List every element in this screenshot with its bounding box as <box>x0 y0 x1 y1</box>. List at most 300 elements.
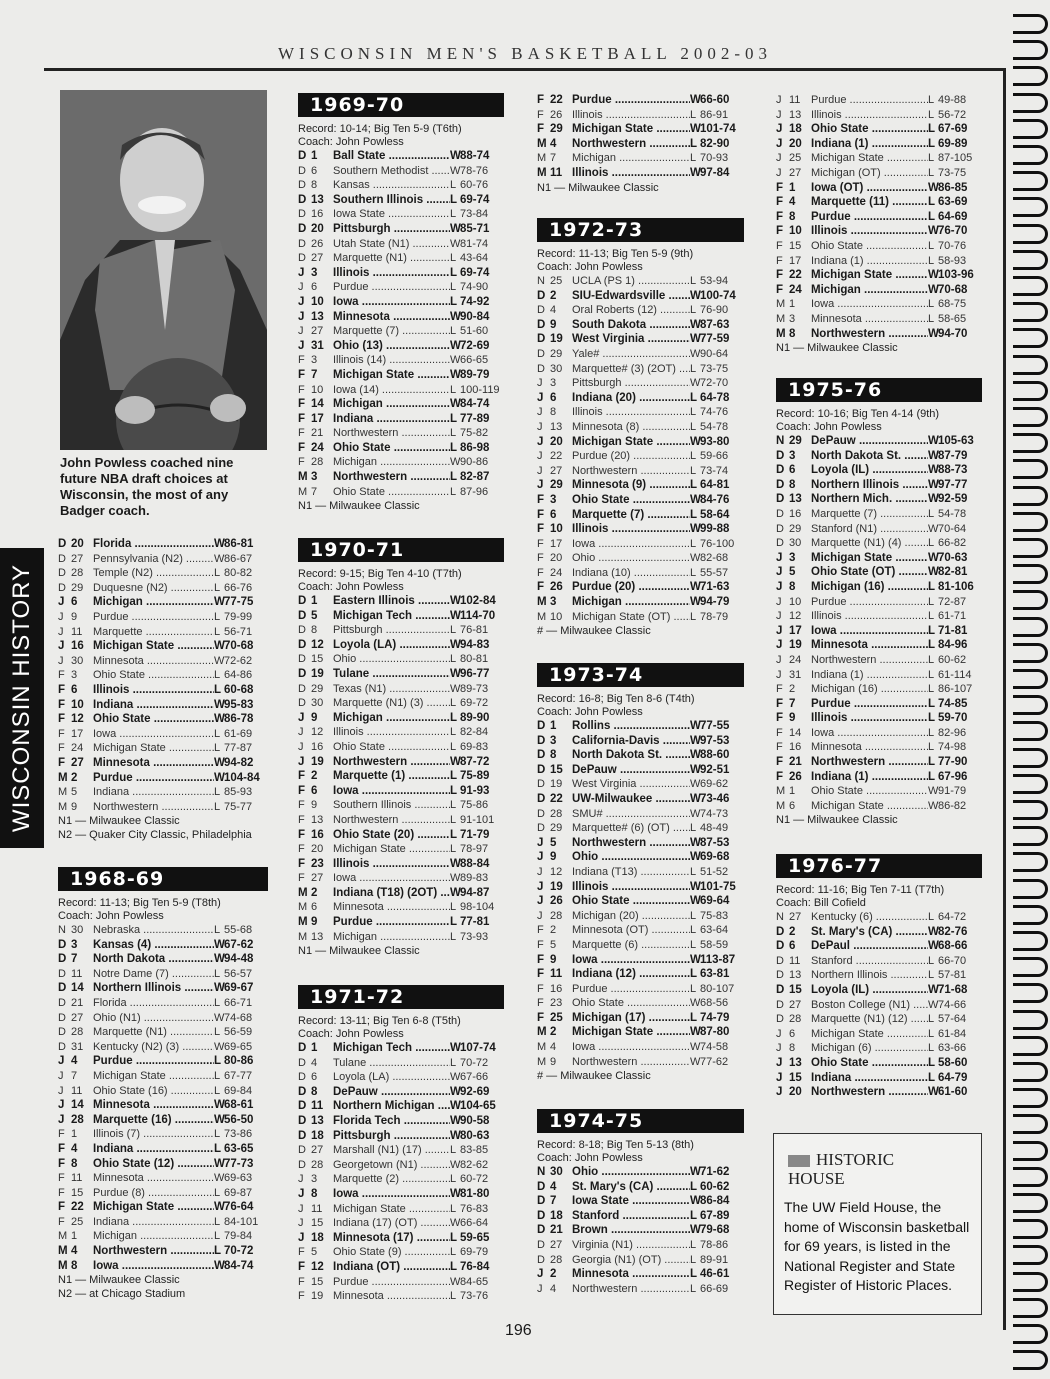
game-row <box>537 1011 744 1026</box>
game-day: 1 <box>789 181 796 194</box>
spiral-ring <box>1013 119 1048 139</box>
game-day: 30 <box>550 1166 563 1178</box>
game-row <box>298 1172 504 1187</box>
game-result: W <box>450 339 461 352</box>
game-month: M <box>298 485 308 498</box>
game-opponent: DePauw ..... <box>572 763 690 778</box>
game-day: 28 <box>71 1113 84 1126</box>
game-opponent: Northern Mich. ..... <box>811 492 928 507</box>
game-score: 88-73 <box>938 464 968 477</box>
spiral-ring <box>1013 276 1048 296</box>
game-day: 30 <box>71 654 84 667</box>
game-row <box>537 865 744 880</box>
game-opponent: Ohio State ..... <box>811 1056 928 1071</box>
game-row <box>58 1040 268 1055</box>
game-opponent: Iowa ..... <box>333 871 450 886</box>
game-opponent: Minnesota (8) ..... <box>572 420 690 435</box>
game-month: F <box>58 713 66 726</box>
game-result: W <box>450 755 461 768</box>
season-1973-74 <box>537 663 744 1083</box>
game-score: 86-81 <box>224 538 254 550</box>
spiral-ring <box>1013 643 1048 663</box>
game-month: F <box>298 441 306 454</box>
game-opponent: Michigan (6) ..... <box>811 1041 928 1056</box>
game-opponent: Stanford ..... <box>811 954 928 969</box>
game-month: F <box>537 108 544 121</box>
game-score: 58-59 <box>700 938 729 951</box>
game-month: J <box>537 851 544 864</box>
game-day: 9 <box>550 851 557 864</box>
game-result: L <box>928 653 935 666</box>
game-opponent: Ohio State ..... <box>811 784 928 799</box>
game-month: D <box>298 1056 306 1069</box>
game-opponent: Loyola (IL) ..... <box>811 983 928 998</box>
game-score: 76-70 <box>938 225 968 238</box>
game-row <box>776 910 982 925</box>
game-row <box>537 1209 744 1224</box>
game-month: D <box>298 1071 306 1084</box>
game-month: M <box>537 1041 547 1054</box>
game-row <box>537 122 744 137</box>
game-opponent: Indiana (1) ..... <box>811 770 928 785</box>
game-row <box>537 478 744 493</box>
game-row <box>298 842 504 857</box>
game-opponent: Purdue ..... <box>93 771 214 786</box>
game-result: L <box>690 1238 697 1251</box>
game-day: 27 <box>311 872 324 885</box>
game-row <box>58 771 268 786</box>
game-day: 25 <box>550 275 563 287</box>
game-result: W <box>214 538 225 550</box>
game-day: 8 <box>311 179 318 192</box>
game-opponent: Marquette (7) ..... <box>333 324 450 339</box>
game-month: D <box>537 749 546 762</box>
game-result: L <box>214 1142 222 1155</box>
game-row <box>776 1027 982 1042</box>
game-opponent: Pittsburgh ..... <box>333 222 450 237</box>
game-opponent: Georgetown (N1) ..... <box>333 1158 450 1173</box>
game-opponent: Indiana ..... <box>333 412 450 427</box>
spiral-ring <box>1013 852 1048 872</box>
game-score: 89-90 <box>460 711 490 724</box>
game-opponent: Minnesota (9) ..... <box>572 478 690 493</box>
game-result: L <box>928 697 936 710</box>
game-day: 8 <box>550 749 557 762</box>
game-opponent: Marquette (1) ..... <box>333 769 450 784</box>
game-day: 14 <box>71 1099 84 1112</box>
game-result: L <box>450 427 457 440</box>
game-day: 28 <box>789 1013 802 1026</box>
game-day: 16 <box>311 828 324 841</box>
game-day: 17 <box>71 727 84 740</box>
spiral-ring <box>1013 512 1048 532</box>
game-opponent: Iowa ..... <box>811 726 928 741</box>
game-result: W <box>450 1187 461 1200</box>
game-day: 6 <box>550 391 557 404</box>
game-opponent: Rollins ..... <box>572 719 690 734</box>
game-month: D <box>537 362 545 375</box>
spiral-ring <box>1013 197 1048 217</box>
game-score: 72-62 <box>224 654 253 667</box>
game-month: J <box>537 391 544 404</box>
game-score: 84-65 <box>460 1275 489 1288</box>
game-opponent: Northwestern ..... <box>811 327 928 342</box>
game-score: 73-46 <box>700 792 730 805</box>
game-row <box>776 784 982 799</box>
game-row <box>537 420 744 435</box>
game-result: W <box>928 983 939 996</box>
game-opponent: St. Mary's (CA) ..... <box>811 925 928 940</box>
game-score: 61-69 <box>224 727 253 740</box>
game-opponent: Kansas ..... <box>333 178 450 193</box>
game-row <box>537 566 744 581</box>
game-row <box>537 996 744 1011</box>
game-month: M <box>537 152 547 165</box>
game-month: F <box>537 566 544 579</box>
game-score: 94-79 <box>700 596 730 609</box>
game-result: W <box>690 997 701 1010</box>
game-row <box>58 1084 268 1099</box>
game-result: L <box>928 298 935 311</box>
game-result: L <box>450 252 457 265</box>
game-day: 6 <box>789 940 796 953</box>
game-day: 2 <box>789 683 796 696</box>
game-score: 69-64 <box>700 895 730 908</box>
game-result: W <box>690 435 701 448</box>
game-score: 80-81 <box>460 653 489 666</box>
game-row <box>298 470 504 485</box>
game-day: 25 <box>71 1215 84 1228</box>
game-day: 8 <box>311 624 318 637</box>
game-score: 82-96 <box>938 726 967 739</box>
game-day: 24 <box>311 441 324 454</box>
game-result: L <box>214 1186 221 1199</box>
game-opponent: Minnesota (OT) ..... <box>572 923 690 938</box>
game-day: 22 <box>550 94 563 106</box>
game-result: L <box>450 770 458 783</box>
game-row <box>298 222 504 237</box>
game-result: L <box>450 441 458 454</box>
game-row <box>537 763 744 778</box>
game-score: 75-82 <box>460 427 489 440</box>
game-result: L <box>450 1260 458 1273</box>
spiral-ring <box>1013 748 1048 768</box>
game-score: 84-74 <box>460 398 490 411</box>
game-day: 3 <box>71 938 78 951</box>
game-opponent: Illinois ..... <box>811 224 928 239</box>
game-result: L <box>928 1013 935 1026</box>
game-month: J <box>298 726 304 739</box>
game-day: 24 <box>71 742 84 755</box>
game-row <box>298 1158 504 1173</box>
game-row <box>537 166 744 181</box>
game-score: 71-63 <box>700 581 730 594</box>
game-score: 73-75 <box>700 362 729 375</box>
game-day: 7 <box>311 485 318 498</box>
game-result: L <box>450 1144 457 1157</box>
game-result: L <box>928 726 935 739</box>
spiral-ring <box>1013 983 1048 1003</box>
game-score: 99-88 <box>700 523 730 536</box>
game-score: 58-60 <box>938 1056 968 1069</box>
game-month: J <box>776 123 783 136</box>
spiral-ring <box>1013 1167 1048 1187</box>
top-rule <box>44 68 1006 71</box>
game-day: 31 <box>71 1040 84 1053</box>
game-score: 67-89 <box>700 1209 730 1222</box>
game-score: 64-86 <box>224 669 253 682</box>
game-result: L <box>214 581 221 594</box>
game-score: 56-72 <box>938 108 967 121</box>
game-month: F <box>298 799 305 812</box>
game-score: 87-72 <box>460 755 490 768</box>
game-row <box>58 668 268 683</box>
game-day: 20 <box>789 137 802 150</box>
game-row <box>298 1129 504 1144</box>
game-score: 69-84 <box>224 1084 253 1097</box>
game-score: 54-78 <box>938 507 967 520</box>
game-day: 20 <box>311 843 324 856</box>
game-day: 5 <box>789 566 796 579</box>
game-opponent: Northwestern ..... <box>93 800 214 815</box>
game-score: 97-77 <box>938 478 968 491</box>
game-month: D <box>776 969 784 982</box>
game-row <box>298 339 504 354</box>
game-result: L <box>928 1042 935 1055</box>
game-score: 100-119 <box>460 383 500 396</box>
game-month: D <box>776 925 785 938</box>
game-opponent: Indiana (OT) ..... <box>333 1260 450 1275</box>
game-result: L <box>690 108 697 121</box>
game-day: 9 <box>550 953 557 966</box>
game-row <box>58 1259 268 1274</box>
game-day: 27 <box>550 1238 563 1251</box>
game-row <box>298 1260 504 1275</box>
game-day: 13 <box>311 813 324 826</box>
game-result: W <box>690 377 701 390</box>
game-month: D <box>58 1040 66 1053</box>
game-row <box>58 967 268 982</box>
game-result: L <box>928 108 935 121</box>
game-opponent: Indiana ..... <box>93 785 214 800</box>
game-result: W <box>214 982 225 995</box>
game-score: 78-86 <box>700 1238 729 1251</box>
game-result: L <box>450 412 458 425</box>
game-row <box>537 332 744 347</box>
game-day: 22 <box>550 792 563 805</box>
game-result: W <box>214 1011 225 1024</box>
game-result: L <box>450 901 457 914</box>
game-result: L <box>214 567 221 580</box>
game-result: L <box>690 566 697 579</box>
photo-caption: John Powless coached nine future NBA draft choices at Wisconsin, the most of any Badger coach. <box>60 455 234 518</box>
game-month: D <box>58 552 66 565</box>
game-result: L <box>214 669 221 682</box>
game-month: D <box>537 333 546 346</box>
game-opponent: Marquette (7) ..... <box>811 507 928 522</box>
game-row <box>58 1113 268 1128</box>
game-row <box>298 886 504 901</box>
game-score: 82-62 <box>460 1158 489 1171</box>
game-result: W <box>928 493 939 506</box>
game-opponent: SIU-Edwardsville ..... <box>572 289 690 304</box>
game-result: L <box>690 1268 698 1281</box>
game-month: D <box>298 1114 307 1127</box>
game-day: 16 <box>311 208 324 221</box>
game-result: L <box>214 967 221 980</box>
game-result: L <box>690 822 697 835</box>
game-day: 3 <box>311 471 318 484</box>
game-day: 13 <box>311 930 324 943</box>
game-result: W <box>928 449 939 462</box>
game-opponent: Ohio State ..... <box>333 441 450 456</box>
game-opponent: Michigan State ..... <box>93 1200 214 1215</box>
game-day: 14 <box>71 982 84 995</box>
game-opponent: Indiana (1) ..... <box>811 668 928 683</box>
game-month: D <box>537 1238 545 1251</box>
season-label: 1976-77 <box>776 854 982 878</box>
game-row <box>298 295 504 310</box>
game-row <box>537 807 744 822</box>
game-opponent: Michigan ..... <box>333 711 450 726</box>
game-result: W <box>450 1129 461 1142</box>
game-day: 1 <box>311 1042 318 1054</box>
game-row <box>58 1244 268 1259</box>
game-day: 5 <box>311 609 318 622</box>
game-result: L <box>928 741 935 754</box>
game-opponent: Iowa ..... <box>572 1040 690 1055</box>
game-row <box>298 1275 504 1290</box>
game-month: D <box>537 822 545 835</box>
game-opponent: Michigan Tech ..... <box>333 609 450 624</box>
game-opponent: Illinois ..... <box>93 683 214 698</box>
game-row <box>298 266 504 281</box>
game-day: 8 <box>789 327 796 340</box>
game-month: J <box>58 1099 65 1112</box>
game-score: 77-87 <box>224 742 253 755</box>
game-opponent: Illinois ..... <box>811 711 928 726</box>
game-day: 12 <box>550 865 563 878</box>
game-day: 15 <box>311 1275 324 1288</box>
game-result: L <box>214 1084 221 1097</box>
game-month: J <box>537 865 543 878</box>
season-1972-73 <box>537 218 744 638</box>
game-score: 86-84 <box>700 1195 730 1208</box>
game-day: 10 <box>71 698 84 711</box>
game-opponent: Northern Illinois ..... <box>93 981 214 996</box>
game-row <box>298 310 504 325</box>
game-day: 29 <box>550 347 563 360</box>
game-day: 3 <box>550 734 557 747</box>
game-month: F <box>537 581 545 594</box>
game-opponent: Michigan State ..... <box>333 1202 450 1217</box>
game-opponent: Michigan State ..... <box>572 435 690 450</box>
game-row <box>776 151 982 166</box>
game-day: 25 <box>789 152 802 165</box>
game-opponent: Minnesota ..... <box>572 1267 690 1282</box>
game-row <box>298 441 504 456</box>
spiral-ring <box>1013 538 1048 558</box>
game-opponent: Northwestern ..... <box>572 464 690 479</box>
game-month: F <box>537 982 544 995</box>
game-day: 11 <box>71 1172 83 1185</box>
game-day: 15 <box>311 1217 324 1230</box>
game-day: 21 <box>550 1224 563 1237</box>
game-row <box>298 485 504 500</box>
game-row <box>58 800 268 815</box>
game-day: 29 <box>550 479 563 492</box>
game-score: 69-79 <box>460 1246 489 1259</box>
game-opponent: Marquette (N1) (4) ..... <box>811 536 928 551</box>
game-month: N <box>537 1166 546 1178</box>
game-day: 23 <box>550 997 563 1010</box>
game-row <box>298 368 504 383</box>
game-month: F <box>58 727 65 740</box>
game-score: 89-79 <box>460 368 490 381</box>
game-score: 61-60 <box>938 1086 968 1099</box>
game-result: L <box>928 1056 936 1069</box>
game-opponent: Michigan State ..... <box>811 799 928 814</box>
game-result: W <box>928 522 939 535</box>
game-score: 76-81 <box>460 624 489 637</box>
game-score: 74-76 <box>700 406 729 419</box>
game-day: 17 <box>311 412 324 425</box>
game-row <box>58 1186 268 1201</box>
game-result: L <box>690 479 698 492</box>
game-result: L <box>214 1069 221 1082</box>
game-score: 79-99 <box>224 610 253 623</box>
spiral-ring <box>1013 1114 1048 1134</box>
game-opponent: Iowa ..... <box>811 297 928 312</box>
game-month: F <box>58 683 66 696</box>
game-score: 73-75 <box>938 166 967 179</box>
game-score: 60-76 <box>460 179 489 192</box>
game-day: 1 <box>71 1230 78 1243</box>
game-row <box>776 93 982 108</box>
game-month: F <box>298 456 305 469</box>
game-opponent: Iowa State ..... <box>572 1194 690 1209</box>
game-month: F <box>776 741 783 754</box>
game-month: J <box>58 1084 64 1097</box>
season-1970-71 <box>298 538 504 958</box>
game-result: L <box>690 406 697 419</box>
game-month: D <box>298 624 306 637</box>
game-day: 16 <box>550 982 563 995</box>
game-month: D <box>298 164 306 177</box>
game-result: L <box>450 697 457 710</box>
game-month: D <box>298 697 306 710</box>
game-month: D <box>298 222 307 235</box>
schedule-block <box>537 93 744 195</box>
game-opponent: West Virginia ..... <box>572 332 690 347</box>
game-score: 91-101 <box>460 813 495 826</box>
game-opponent: Florida ..... <box>93 996 214 1011</box>
season-record: Record: 10-14; Big Ten 5-9 (T6th) <box>298 123 462 135</box>
game-month: J <box>537 880 544 893</box>
game-row <box>537 1194 744 1209</box>
game-opponent: Indiana (17) (OT) ..... <box>333 1216 450 1231</box>
game-opponent: Michigan State ..... <box>811 1027 928 1042</box>
game-score: 105-63 <box>938 435 974 447</box>
game-month: F <box>776 239 783 252</box>
game-row <box>58 756 268 771</box>
game-row <box>537 1165 744 1180</box>
game-opponent: Northwestern ..... <box>333 426 450 441</box>
game-row <box>776 522 982 537</box>
game-day: 18 <box>789 123 802 136</box>
game-score: 84-101 <box>224 1215 259 1228</box>
game-row <box>298 711 504 726</box>
